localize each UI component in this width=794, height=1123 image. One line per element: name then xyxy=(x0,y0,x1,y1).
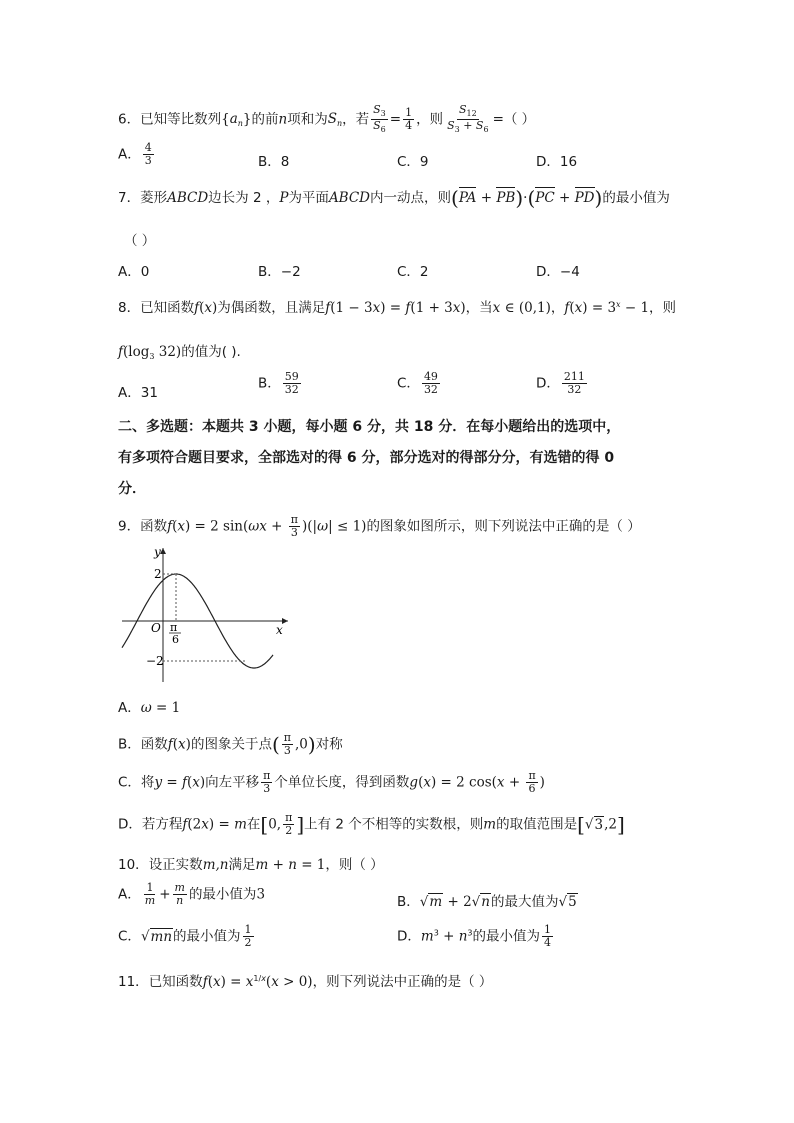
math: { xyxy=(221,111,230,128)
q7-option-a: A．0 xyxy=(118,264,150,280)
q10-option-c: C．√mn的最小值为 $\frac{1}{2}$ xyxy=(118,923,252,950)
section-2-heading-line2: 有多项符合题目要求，全部选对的得 6 分，部分选对的得部分分，有选错的得 0 xyxy=(118,450,615,466)
y-label: y xyxy=(154,545,161,559)
question-10-stem: 10．设正实数m,n满足m + n = 1，则（ ） xyxy=(118,857,384,873)
q9-option-b: B．函数f(x)的图象关于点( $\frac{\pi}{3}$ ,0)对称 xyxy=(118,731,343,758)
q7-paren: （ ） xyxy=(124,233,156,249)
q6-option-c: C．9 xyxy=(397,154,429,170)
x-axis-arrow xyxy=(282,618,288,624)
fraction: $\frac{S_3}{S_6}$ xyxy=(373,103,386,134)
q7-option-c: C．2 xyxy=(397,264,429,280)
section-2-heading-line1: 二、多选题：本题共 3 小题，每小题 6 分，共 18 分．在每小题给出的选项中， xyxy=(118,419,621,435)
stem-text: 已知等比数列 xyxy=(140,111,222,128)
y-axis-arrow xyxy=(160,548,166,554)
question-8-stem: 8．已知函数f(x)为偶函数，且满足f(1 − 3x) = f(1 + 3x)，当x ∈ (0,1)，$f(x) = 3^x - 1$，则 xyxy=(118,300,677,316)
stem-text: 的前 xyxy=(251,111,279,128)
question-11-stem: 11．已知函数$f(x) = x^{1/x}(x > 0)$，则下列说法中正确的是（ ） xyxy=(118,974,493,990)
q8-option-a: A．31 xyxy=(118,385,158,401)
six-label: 6 xyxy=(172,633,179,646)
q8-option-d: D． $\frac{211}{32}$ xyxy=(536,370,585,397)
q7-option-b: B．−2 xyxy=(258,264,301,280)
sine-graph xyxy=(118,544,298,684)
section-2-heading-line3: 分． xyxy=(118,481,146,497)
pi-label: π xyxy=(170,621,178,634)
q8-option-b: B． $\frac{59}{32}$ xyxy=(258,370,299,397)
question-9-stem: 9．函数f(x) = 2 sin(ωx + $\frac{\pi}{3}$ )(|ω| ≤ 1)的图象如图所示，则下列说法中正确的是（ ） xyxy=(118,513,641,540)
q10-option-a: A． $\frac{1}{m}$ + $\frac{m}{n}$ 的最小值为3 xyxy=(118,881,266,908)
fraction: $\frac{S_{12}}{S_3 + S_6}$ xyxy=(447,103,489,134)
fraction: $\frac{1}{4}$ xyxy=(405,105,413,132)
min-label: −2 xyxy=(146,654,164,668)
q6-option-b: B．8 xyxy=(258,154,290,170)
q6-option-d: D．16 xyxy=(536,154,578,170)
origin-label: O xyxy=(151,621,161,635)
q10-option-d: D．$m^3 + n^3$的最小值为 $\frac{1}{4}$ xyxy=(397,923,552,950)
q6-option-a: A． $\frac{4}{3}$ xyxy=(118,141,152,168)
stem-text: ，则 xyxy=(416,111,444,128)
q10-option-b: B．√m + 2√n的最大值为√5 xyxy=(397,894,577,910)
math: = xyxy=(492,111,504,128)
stem-text: （ ） xyxy=(503,111,536,128)
q8-option-c: C． $\frac{49}{32}$ xyxy=(397,370,438,397)
max-label: 2 xyxy=(154,567,162,581)
q7-option-d: D．−4 xyxy=(536,264,580,280)
stem-text: 项和为 xyxy=(287,111,328,128)
math: $S_n$ xyxy=(327,111,343,129)
q9-option-c: C．将y = f(x)向左平移 $\frac{\pi}{3}$ 个单位长度，得到函数g(x) = 2 cos(x + $\frac{\pi}{6}$ ) xyxy=(118,769,545,796)
q9-option-d: D．若方程f(2x) = m在[0, $\frac{\pi}{2}$ ]上有 2 个不相等的实数根，则m的取值范围是[√3,2] xyxy=(118,811,625,838)
math: n xyxy=(278,111,288,128)
q9-option-a: A．ω = 1 xyxy=(118,700,181,716)
math: = xyxy=(389,111,402,128)
math: } xyxy=(242,111,252,128)
q8-stem-2: $f(\log_3$ 32)的值为( ). xyxy=(118,344,241,361)
question-number: 6． xyxy=(118,111,141,128)
math: $a_n$ xyxy=(229,111,243,129)
x-label: x xyxy=(276,623,283,637)
question-6-stem xyxy=(118,104,535,135)
question-7-stem: 7．菱形ABCD边长为 2 ，P为平面ABCD内一动点，则(PA + PB)·(PC + PD)的最小值为 xyxy=(118,186,670,210)
stem-text: ，若 xyxy=(342,111,370,128)
